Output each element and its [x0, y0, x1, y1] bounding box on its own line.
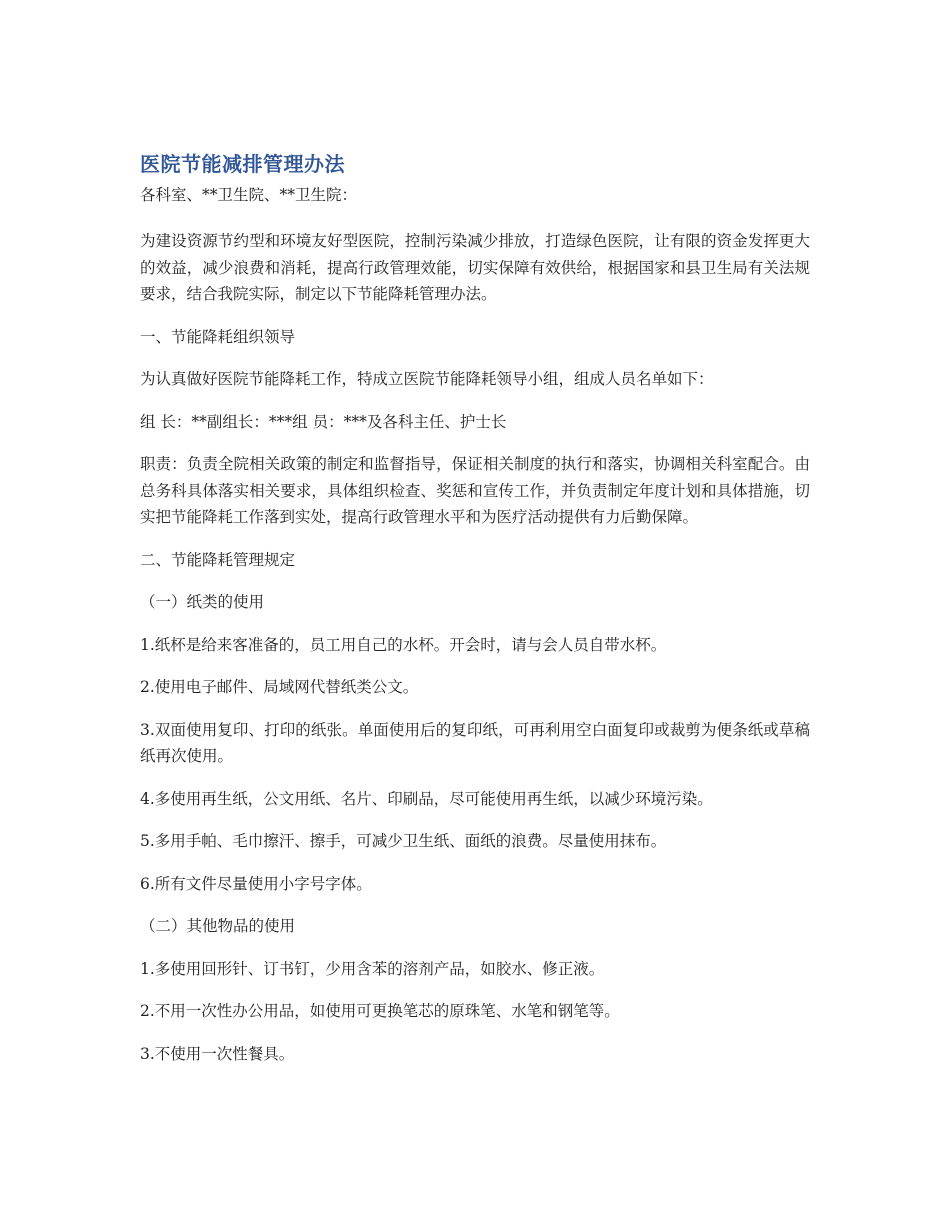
list-item: 1.多使用回形针、订书钉，少用含苯的溶剂产品，如胶水、修正液。: [140, 959, 605, 978]
section-heading-regulations: 二、节能降耗管理规定: [140, 550, 296, 569]
addressee-line: 各科室、**卫生院、**卫生院：: [140, 186, 358, 204]
list-item: 4.多使用再生纸，公文用纸、名片、印刷品，尽可能使用再生纸，以减少环境污染。: [140, 789, 713, 808]
list-item: 3.不使用一次性餐具。: [140, 1044, 295, 1063]
list-item: 2.使用电子邮件、局域网代替纸类公文。: [140, 678, 419, 696]
list-item: 1.纸杯是给来客准备的，员工用自己的水杯。开会时，请与会人员自带水杯。: [140, 635, 667, 654]
document-page: [140, 150, 810, 1083]
intro-paragraph: 为建设资源节约型和环境友好型医院，控制污染减少排放，打造绿色医院，让有限的资金发挥更大的效益，减少浪费和消耗，提高行政管理效能，切实保障有效供给，根据国家和县卫生局有关法规要求，结合我院实际，制定以下节能降耗管理办法。: [140, 232, 810, 303]
section-heading-organization: 一、节能降耗组织领导: [140, 327, 296, 346]
members-paragraph: 组 长：**副组长：***组 员：***及各科主任、护士长: [140, 412, 507, 431]
subsection-heading-other-items: （二）其他物品的使用: [140, 917, 296, 935]
subsection-heading-paper: （一）纸类的使用: [140, 593, 265, 611]
list-item: 3.双面使用复印、打印的纸张。单面使用后的复印纸，可再利用空白面复印或裁剪为便条纸或草稿纸再次使用。: [140, 720, 810, 765]
list-item: 2.不用一次性办公用品，如使用可更换笔芯的原珠笔、水笔和钢笔等。: [140, 1002, 620, 1020]
list-item: 6.所有文件尽量使用小字号字体。: [140, 874, 372, 893]
duties-paragraph: 职责：负责全院相关政策的制定和监督指导，保证相关制度的执行和落实，协调相关科室配合。由总务科具体落实相关要求，具体组织检查、奖惩和宣传工作，并负责制定年度计划和具体措施，切实把节能降耗工作落到实处，提高行政管理水平和为医疗活动提供有力后勤保障。: [140, 455, 810, 526]
organization-paragraph: 为认真做好医院节能降耗工作，特成立医院节能降耗领导小组，组成人员名单如下：: [140, 370, 714, 388]
document-title: 医院节能减排管理办法: [140, 152, 345, 176]
list-item: 5.多用手帕、毛巾擦汗、擦手，可减少卫生纸、面纸的浪费。尽量使用抹布。: [140, 832, 667, 850]
